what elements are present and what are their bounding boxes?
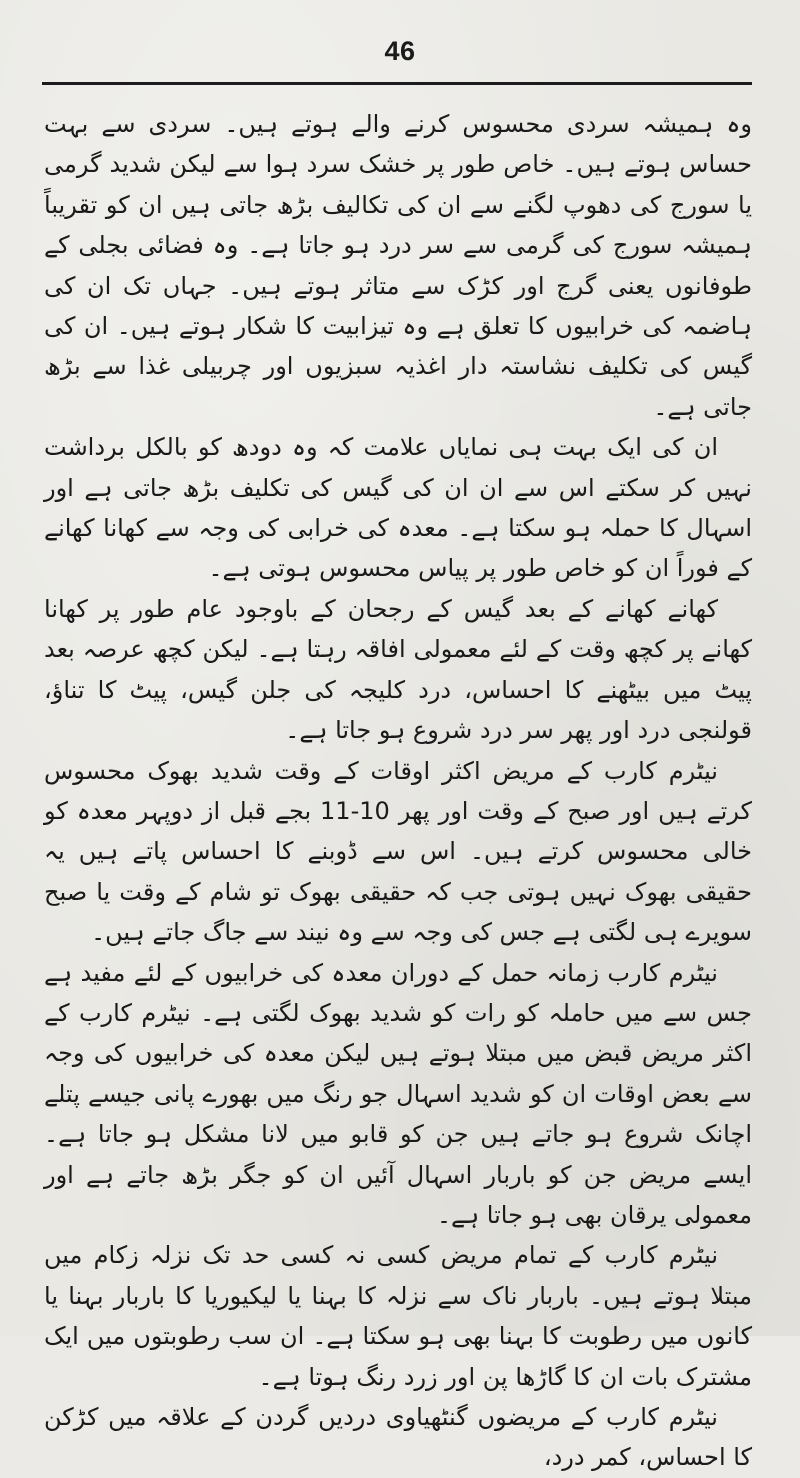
urdu-text-body	[44, 104, 752, 1472]
paragraph: کھانے کھانے کے بعد گیس کے رجحان کے باوجود عام طور پر کھانا کھانے پر کچھ وقت کے لئے معمولی افاقہ رہتا ہے۔ لیکن کچھ عرصہ بعد پیٹ میں بیٹھنے کا احساس، درد کلیجہ کی جلن گیس، پیٹ کا تناؤ، قولنجی درد اور پھر سر درد شروع ہو جاتا ہے۔	[44, 594, 752, 745]
paragraph: نیٹرم کارب کے تمام مریض کسی نہ کسی حد تک نزلہ زکام میں مبتلا ہوتے ہیں۔ باربار ناک سے نزلہ کا بہنا یا لیکیوریا کا باربار بہنا یا کانوں میں رطوبت کا بہنا بھی ہو سکتا ہے۔ ان سب رطوبتوں میں ایک مشترک بات ان کا گاڑھا پن اور زرد رنگ ہوتا ہے۔	[44, 1241, 752, 1391]
paragraph: نیٹرم کارب کے مریض اکثر اوقات کے وقت شدید بھوک محسوس کرتے ہیں اور صبح کے وقت اور پھر 10-11 بجے قبل از دوپہر معدہ کو خالی محسوس کرتے ہیں۔ اس سے ڈوبنے کا احساس پاتے ہیں یہ حقیقی بھوک نہیں ہوتی جب کہ حقیقی بھوک تو شام کے وقت یا صبح سویرے ہی لگتی ہے جس کی وجہ سے وہ نیند سے جاگ جاتے ہیں۔	[44, 756, 752, 947]
page-number: 46	[384, 36, 416, 66]
paragraph: ان کی ایک بہت ہی نمایاں علامت کہ وہ دودھ کو بالکل برداشت نہیں کر سکتے اس سے ان ان کی گیس کی تکلیف بڑھ جاتی ہے اور اسہال کا حملہ ہو سکتا ہے۔ معدہ کی خرابی کی وجہ سے کھانا کھانے کے فوراً ان کو خاص طور پر پیاس محسوس ہوتی ہے۔	[44, 433, 752, 583]
paragraph: نیٹرم کارب کے مریضوں گنٹھیاوی دردیں گردن کے علاقہ میں کڑکن کا احساس، کمر درد،	[44, 1403, 752, 1472]
paragraph: وہ ہمیشہ سردی محسوس کرنے والے ہوتے ہیں۔ سردی سے بہت حساس ہوتے ہیں۔ خاص طور پر خشک سرد ہوا سے لیکن شدید گرمی یا سورج کی دھوپ لگنے سے ان کی تکالیف بڑھ جاتی ہیں ان کو تقریباً ہمیشہ سورج کی گرمی سے سر درد ہو جاتا ہے۔ وہ فضائی بجلی کے طوفانوں یعنی گرج اور کڑک سے متاثر ہوتے ہیں۔ جہاں تک ان کی ہاضمہ کی خرابیوں کا تعلق ہے وہ تیزابیت کا شکار ہوتے ہیں۔ ان کی گیس کی تکلیف نشاستہ دار اغذیہ سبزیوں اور چربیلی غذا سے بڑھ جاتی ہے۔	[44, 110, 752, 421]
paragraph: نیٹرم کارب زمانہ حمل کے دوران معدہ کی خرابیوں کے لئے مفید ہے جس سے میں حاملہ کو رات کو شدید بھوک لگتی ہے۔ نیٹرم کارب کے اکثر مریض قبض میں مبتلا ہوتے ہیں لیکن معدہ کی خرابیوں کی وجہ سے بعض اوقات ان کو شدید اسہال جو رنگ میں بھورے پانی جیسے پتلے اچانک شروع ہو جاتے ہیں جن کو قابو میں لانا مشکل ہو جاتا ہے۔ ایسے مریض جن کو باربار اسہال آئیں ان کو جگر بڑھ جاتے ہے اور معمولی یرقان بھی ہو جاتا ہے۔	[44, 958, 752, 1229]
header-rule	[42, 82, 752, 85]
